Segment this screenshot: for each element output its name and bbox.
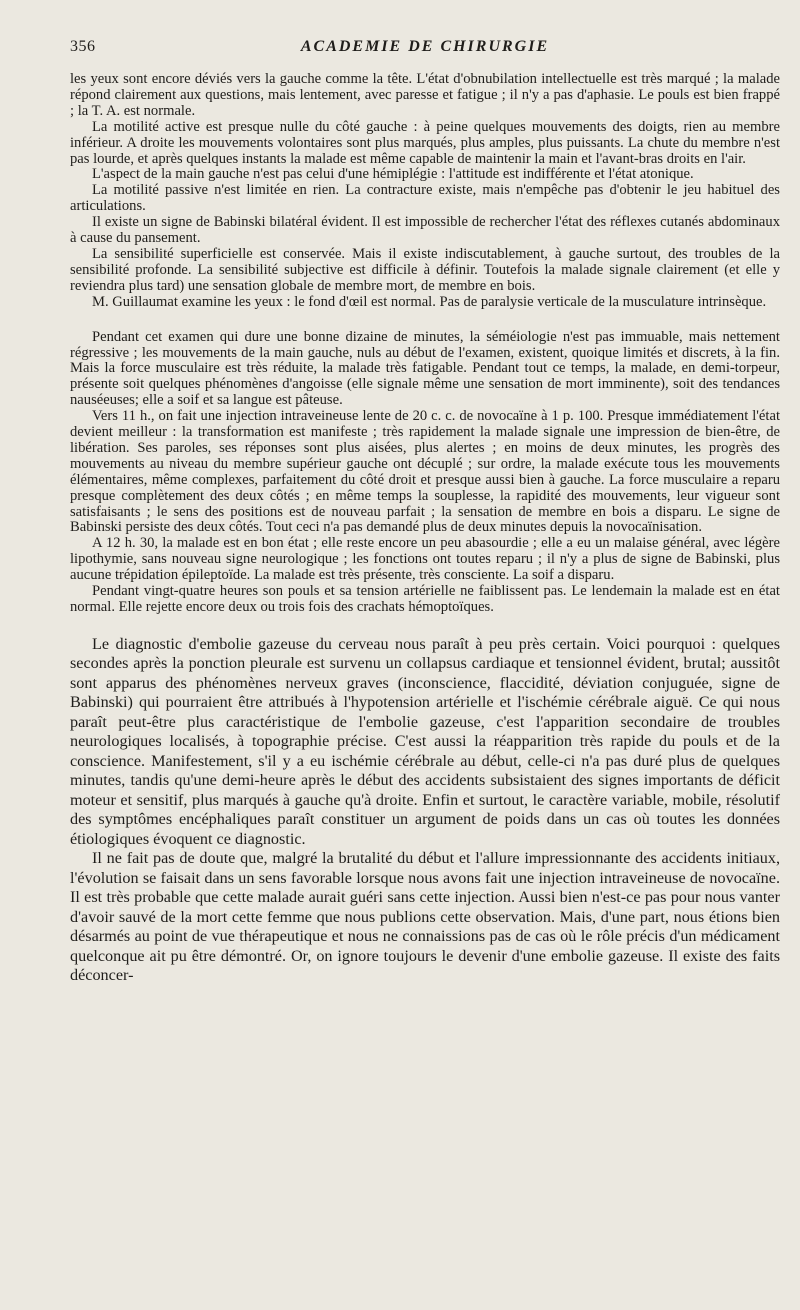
paragraph: Il ne fait pas de doute que, malgré la brutalité du début et l'allure impressionnante des accidents initiaux, l'évolution se faisait dans un sens favorable lorsque nous avons fait une injection intraveineuse de novocaïne. Il est très probable que cette malade aurait guéri sans cette injection. Aussi bien n'est-ce pas pour nous vanter d'avoir sauvé de la mort cette femme que nous publions cette observation. Mais, d'une part, nous étions bien désarmés au point de vue thérapeutique et nous ne connaissions pas de cas où le rôle précis d'un médicament quelconque ait pu être démontré. Or, on ignore toujours le devenir d'une embolie gazeuse. Il existe des faits déconcer- — [70, 849, 780, 985]
paragraph: L'aspect de la main gauche n'est pas celui d'une hémiplégie : l'attitude est indifférente et l'état atonique. — [92, 166, 694, 183]
paragraph: La motilité passive n'est limitée en rien. La contracture existe, mais n'empêche pas d'obtenir le jeu habituel des articulations. — [70, 182, 780, 215]
paragraph: A 12 h. 30, la malade est en bon état ; elle reste encore un peu abasourdie ; elle a eu un malaise général, avec légère lipothymie, sans nouveau signe neurologique ; les fonctions ont toutes reparu ; il n'y a plus de signe de Babinski, plus aucune trépidation épileptoïde. La malade est très présente, très consciente. La soif a disparu. — [70, 535, 780, 584]
paragraph: La sensibilité superficielle est conservée. Mais il existe indiscutablement, à gauche surtout, des troubles de la sensibilité profonde. La sensibilité subjective est difficile à définir. Toutefois la malade signale clairement (et elle y reviendra plus tard) une sensation globale de membre mort, de membre en bois. — [70, 245, 780, 294]
clinical-examination-section — [70, 72, 780, 311]
paragraph: Vers 11 h., on fait une injection intraveineuse lente de 20 c. c. de novocaïne à 1 p. 100. Presque immédiatement l'état devient meilleur : la transformation est manifeste ; très rapidement la malade signale une impression de bien-être, de libération. Ses paroles, ses réponses sont plus aisées, plus alertes ; en moins de deux minutes, les progrès des mouvements au niveau du membre supérieur gauche ont décuplé ; sur ordre, la malade exécute tous les mouvements élémentaires, même complexes, parfaitement du côté droit et presque aussi bien à gauche. La force musculaire a reparu presque complètement des deux côtés ; en même temps la souplesse, la rapidité des mouvements, leur vigueur sont satisfaisants ; le sens des positions est de nouveau parfait ; la sensation de membre en bois a disparu. Le signe de Babinski persiste des deux côtés. Tout ceci n'a pas demandé plus de deux minutes depuis la novocaïnisation. — [70, 408, 780, 536]
page-header — [70, 38, 780, 62]
evolution-section — [70, 330, 780, 616]
discussion-section — [70, 635, 780, 986]
paragraph: Pendant vingt-quatre heures son pouls et sa tension artérielle ne faiblissent pas. Le lendemain la malade est en état normal. Elle rejette encore deux ou trois fois des crachats hémoptoïques. — [70, 583, 780, 615]
paragraph: Pendant cet examen qui dure une bonne dizaine de minutes, la séméiologie n'est pas immuable, mais nettement régressive ; les mouvements de la main gauche, nuls au début de l'examen, existent, quoique limités et discrets, à la fin. Mais la force musculaire est très réduite, la malade très fatigable. Pendant tout ce temps, la malade, en demi-torpeur, présente soit quelques phénomènes d'angoisse (elle signale même une sensation de mort imminente), soit des tendances nauséeuses; elle a soif et sa langue est pâteuse. — [70, 328, 780, 409]
page-number: 356 — [70, 38, 96, 55]
paragraph: Il existe un signe de Babinski bilatéral évident. Il est impossible de rechercher l'état des réflexes cutanés abdominaux à cause du pansement. — [70, 214, 780, 247]
paragraph: Le diagnostic d'embolie gazeuse du cerveau nous paraît à peu près certain. Voici pourquoi : quelques secondes après la ponction pleurale est survenu un collapsus cardiaque et tensionnel évident, brutal; aussitôt sont apparus des phénomènes nerveux graves (inconscience, flaccidité, déviation conjuguée, signe de Babinski) qui pourraient être attribués à l'hypotension artérielle et l'ischémie cérébrale aiguë. Ce qui nous paraît peut-être plus caractéristique de l'embolie gazeuse, c'est l'apparition secondaire de troubles neurologiques localisés, à topographie précise. C'est aussi la réapparition très rapide du pouls et de la conscience. Manifestement, s'il y a eu ischémie cérébrale au début, celle-ci n'a pas duré plus de quelques minutes, tandis qu'une demi-heure après le début des accidents subsistaient des signes importants de déficit moteur et sensitif, plus marqués à gauche qu'à droite. Enfin et surtout, le caractère variable, mobile, résolutif des symptômes encéphaliques paraît constituer un argument de poids dans un cas où toutes les données étiologiques évoquent ce diagnostic. — [70, 634, 780, 848]
running-title: ACADEMIE DE CHIRURGIE — [300, 38, 550, 55]
paragraph: La motilité active est presque nulle du côté gauche : à peine quelques mouvements des doigts, rien au membre inférieur. A droite les mouvements volontaires sont plus marqués, plus amples, plus puissants. La chute du membre n'est pas lourde, et après quelques instants la malade est même capable de maintenir la main et l'avant-bras droits en l'air. — [70, 118, 780, 167]
paragraph: M. Guillaumat examine les yeux : le fond d'œil est normal. Pas de paralysie verticale de la musculature intrinsèque. — [92, 293, 767, 310]
paragraph: les yeux sont encore déviés vers la gauche comme la tête. L'état d'obnubilation intellectuelle est très marqué ; la malade répond clairement aux questions, mais lentement, avec paresse et fatigue ; il n'y a pas d'aphasie. Le pouls est bien frappé ; la T. A. est normale. — [70, 71, 780, 119]
